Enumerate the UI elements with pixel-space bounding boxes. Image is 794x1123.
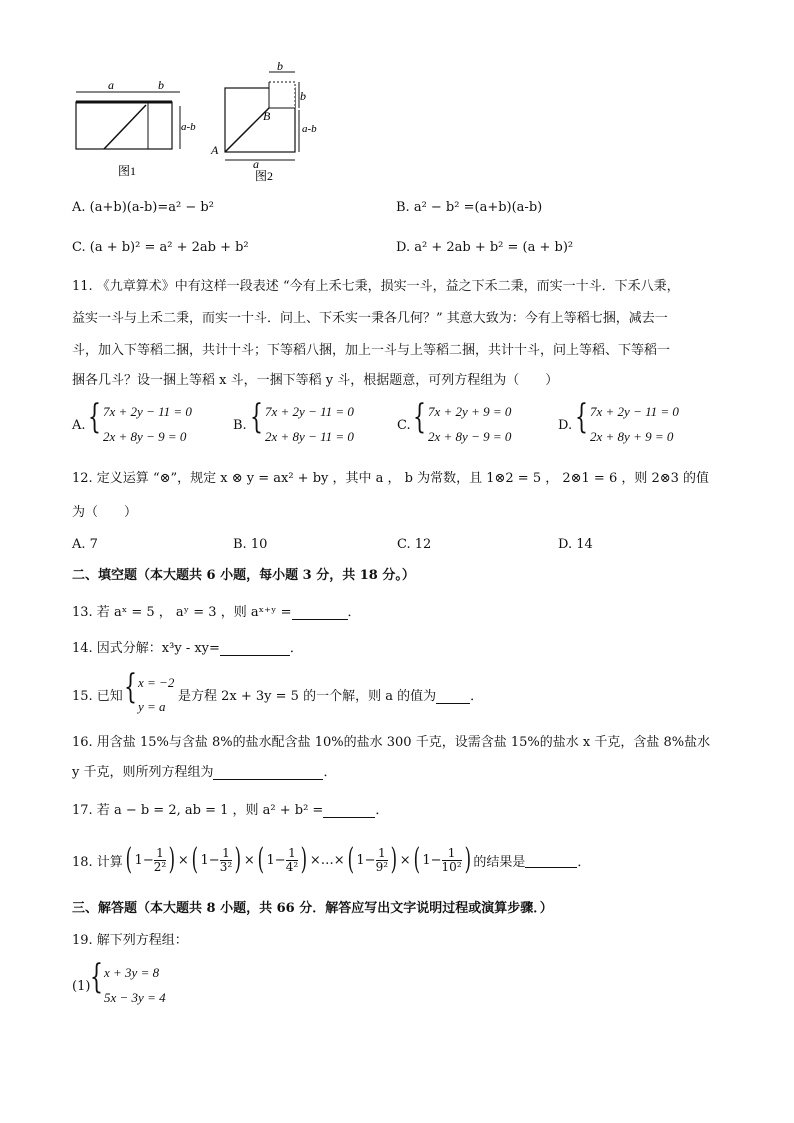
fig2-b-side: b	[300, 89, 306, 103]
fig2-a: a	[253, 157, 259, 171]
figure-1	[68, 80, 218, 180]
q12-line2: 为（ ）	[72, 505, 138, 520]
fig2-b-top: b	[277, 60, 283, 73]
fig1-a: a	[108, 80, 114, 92]
q10-option-b: B. a² − b² =(a+b)(a-b)	[396, 200, 543, 215]
q11-line3: 斗，加入下等稻二捆，共计十斗；下等稻八捆，加上一斗与上等稻二捆，共计十斗，问上等稻、下等稻一	[72, 343, 671, 358]
q16-line2: y 千克，则所列方程组为 ．	[72, 765, 337, 780]
q12-option-c: C. 12	[397, 537, 432, 552]
q16-line1: 16. 用含盐 15%与含盐 8%的盐水配含盐 10%的盐水 300 千克，设需含盐 15%的盐水 x 千克，含盐 8%盐水	[72, 735, 711, 750]
section-3-heading: 三、解答题（本大题共 8 小题，共 66 分．解答应写出文字说明过程或演算步骤．）	[72, 901, 553, 916]
fig1-caption: 图1	[118, 164, 137, 178]
q11-line2: 益实一斗与上禾二秉，而实一十斗．问上、下禾实一秉各几何？” 其意大致为：今有上等稻七捆，减去一	[72, 311, 668, 326]
fig1-amb: a-b	[181, 121, 196, 133]
q10-option-c: C. (a + b)² = a² + 2ab + b²	[72, 240, 249, 255]
fig1-b: b	[158, 80, 164, 92]
section-2-heading: 二、填空题（本大题共 6 小题，每小题 3 分，共 18 分。）	[72, 568, 415, 583]
fig2-amb: a-b	[302, 123, 317, 135]
q11-line4: 捆各几斗？设一捆上等稻 x 斗，一捆下等稻 y 斗，根据题意，可列方程组为（ ）	[72, 373, 559, 388]
q12-option-b: B. 10	[233, 537, 268, 552]
fig2-B: B	[263, 109, 271, 123]
figure-2	[205, 60, 335, 185]
q14: 14. 因式分解：x³y - xy= ．	[72, 641, 303, 656]
q18: 18. 计算 ( 1 − $\frac{1}{\text{2²}}$ ) × ( 1 − $\frac{1}{\text{3²}}$ ) × ( 1 − $\frac{1}{\text{4²}}$ ) ×…× ( 1 − $\frac{1}{\text{9²}}$ ) × ( 1 − $\frac{1}{\text{10²}}$ ) 的结果是 ．	[72, 842, 591, 877]
q10-option-a: A. (a+b)(a-b)=a² − b²	[72, 200, 214, 215]
q12-option-a: A. 7	[72, 537, 98, 552]
q17: 17. 若 a − b = 2, ab = 1 ，则 a² + b² = ．	[72, 803, 389, 818]
q19-title: 19. 解下列方程组：	[72, 933, 188, 948]
q11-line1: 11. 《九章算术》中有这样一段表述 “今有上禾七秉，损实一斗，益之下禾二秉，而实一十斗．下禾八秉，	[72, 279, 680, 294]
fig2-A: A	[211, 143, 219, 157]
q12-line1: 12. 定义运算 “⊗”，规定 x ⊗ y = ax² + by ，其中 a ， b 为常数，且 1⊗2 = 5 ， 2⊗1 = 6 ，则 2⊗3 的值	[72, 471, 710, 486]
q10-option-d: D. a² + 2ab + b² = (a + b)²	[396, 240, 574, 255]
q13: 13. 若 aˣ = 5 ， aʸ = 3 ，则 aˣ⁺ʸ = ．	[72, 605, 361, 620]
fig2-caption: 图2	[255, 169, 274, 183]
q12-option-d: D. 14	[558, 537, 593, 552]
